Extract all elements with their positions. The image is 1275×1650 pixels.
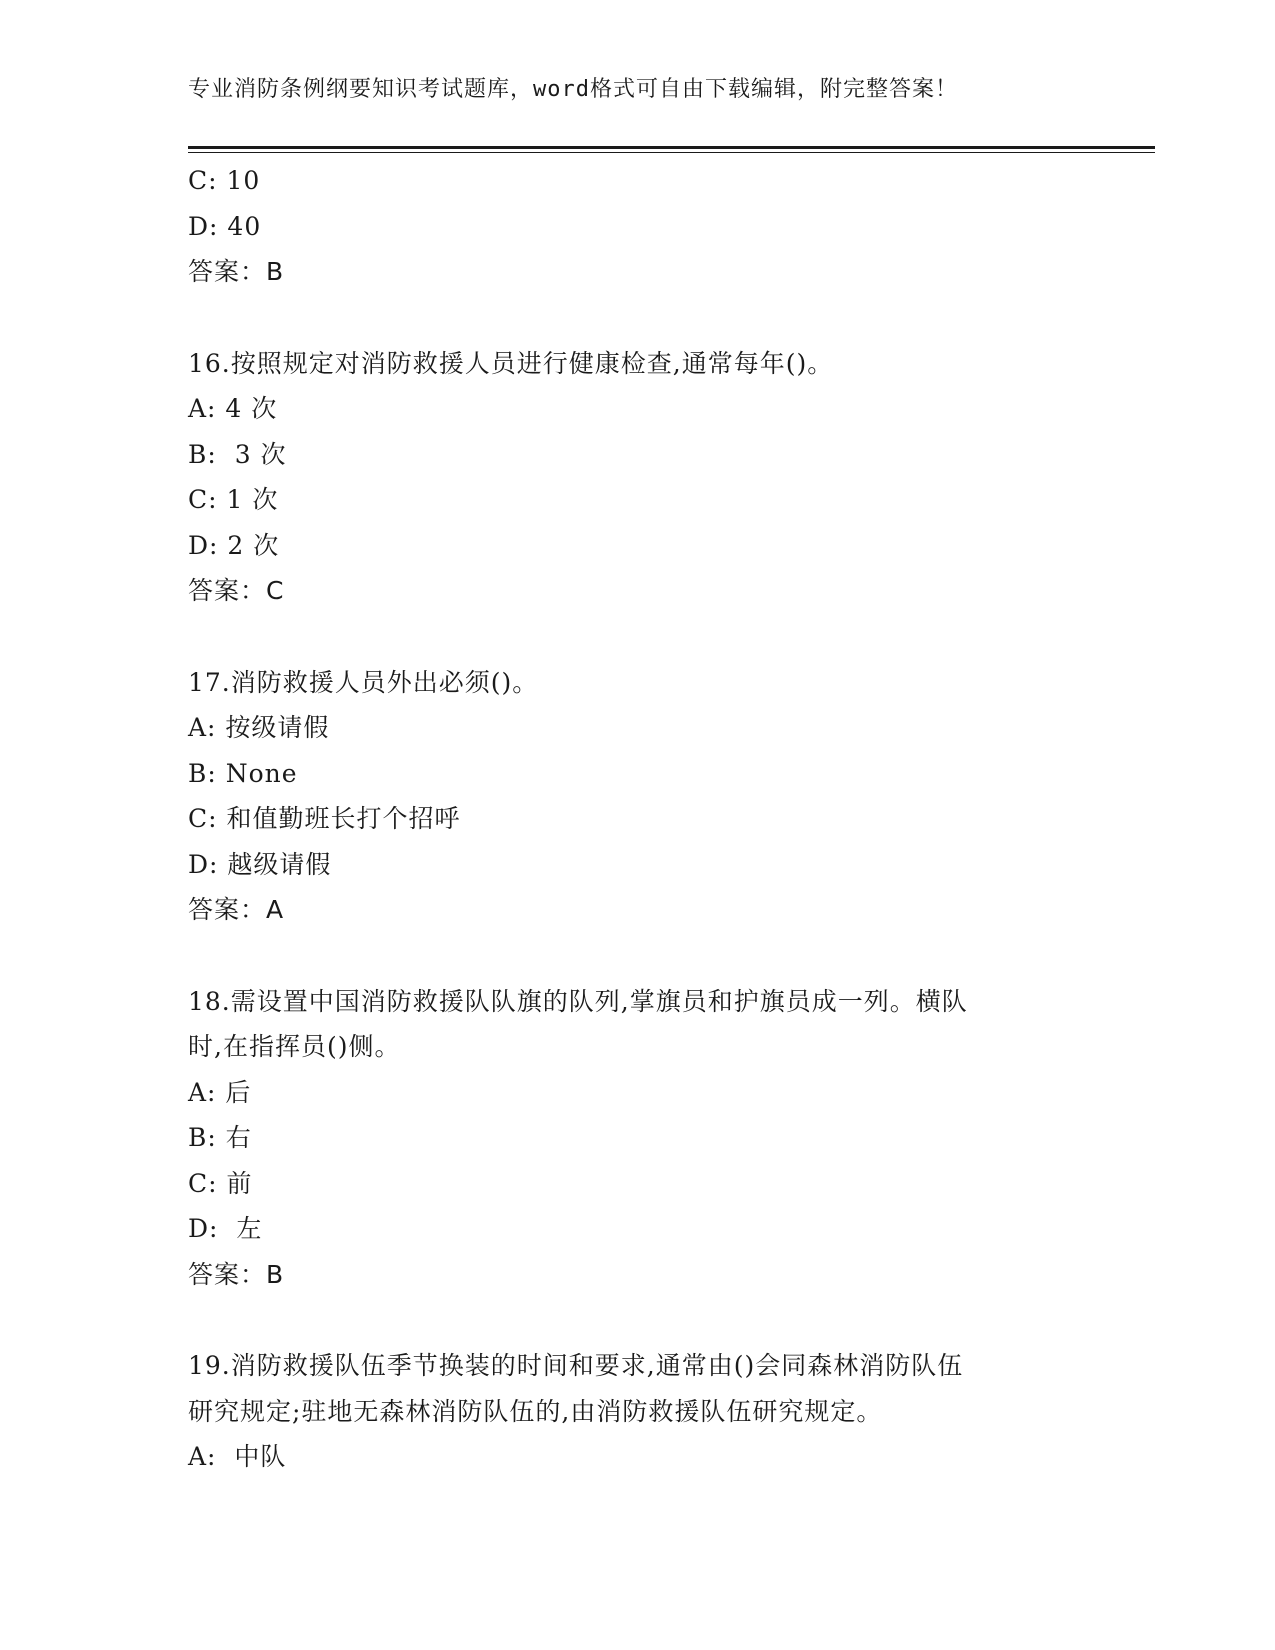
answer-line: 答案：B — [188, 257, 285, 286]
option-a: A: 4 次 — [188, 394, 278, 423]
question-text: 17.消防救援人员外出必须()。 — [188, 667, 539, 697]
answer-line: 答案：A — [188, 895, 285, 924]
option-c: C: 和值勤班长打个招呼 — [188, 804, 461, 833]
option-a: A: 按级请假 — [188, 713, 330, 742]
spacer — [188, 1297, 1088, 1343]
question-text-continued: 研究规定;驻地无森林消防队伍的,由消防救援队伍研究规定。 — [188, 1396, 883, 1426]
question-text: 18.需设置中国消防救援队队旗的队列,掌旗员和护旗员成一列。横队 — [188, 986, 968, 1016]
option-c: C: 10 — [188, 166, 261, 195]
header-rule-thin — [188, 152, 1155, 153]
question-text-continued: 时,在指挥员()侧。 — [188, 1032, 401, 1061]
option-b: B: 3 次 — [188, 439, 287, 469]
option-a: A: 后 — [188, 1077, 252, 1107]
answer-line: 答案：B — [188, 1259, 285, 1289]
option-b: B: 右 — [188, 1123, 252, 1152]
option-c: C: 1 次 — [188, 485, 279, 514]
spacer — [188, 614, 1088, 660]
option-b: B: None — [188, 758, 298, 788]
option-d: D: 越级请假 — [188, 849, 332, 879]
option-d: D: 40 — [188, 211, 262, 241]
answer-line: 答案：C — [188, 576, 285, 605]
spacer — [188, 295, 1088, 341]
question-text: 19.消防救援队伍季节换装的时间和要求,通常由()会同森林消防队伍 — [188, 1351, 964, 1380]
spacer — [188, 933, 1088, 979]
page-header: 专业消防条例纲要知识考试题库，word格式可自由下载编辑，附完整答案！ — [188, 77, 958, 102]
header-rule — [188, 146, 1155, 149]
option-d: D: 2 次 — [188, 530, 280, 560]
option-c: C: 前 — [188, 1168, 253, 1198]
question-list — [188, 158, 1088, 1480]
question-text: 16.按照规定对消防救援人员进行健康检查,通常每年()。 — [188, 348, 834, 378]
option-a: A: 中队 — [188, 1442, 287, 1471]
option-d: D: 左 — [188, 1214, 263, 1243]
